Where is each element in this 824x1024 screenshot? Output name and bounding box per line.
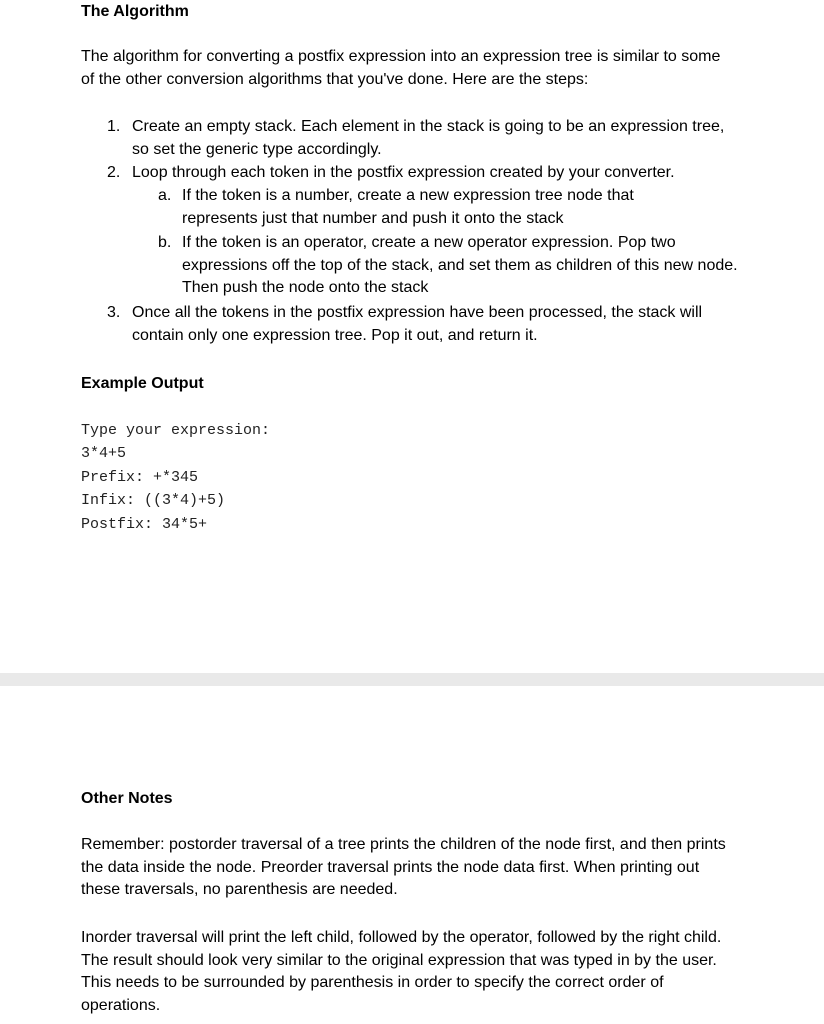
notes-paragraph-2: Inorder traversal will print the left child, followed by the operator, followed by the right child. The result should look very similar to the original expression that was typed in by the user. This needs to be surrounded by parenthesis in order to specify the correct order of operations. [81, 929, 722, 1015]
step-2-text: Loop through each token in the postfix expression created by your converter. [132, 164, 675, 181]
substep-a-marker: a. [158, 187, 172, 204]
example-line-input: 3*4+5 [81, 445, 127, 462]
document-page-2 [0, 686, 824, 1024]
algorithm-intro: The algorithm for converting a postfix expression into an expression tree is similar to some of the other conversion algorithms that you've done. Here are the steps: [81, 48, 721, 88]
step-3-text: Once all the tokens in the postfix expression have been processed, the stack will contain only one expression tree. Pop it out, and return it. [132, 304, 703, 344]
substep-b-text: If the token is an operator, create a new operator expression. Pop two expressions off the top of the stack, and set them as children of this new node. Then push the node onto the stack [182, 234, 738, 297]
example-line-postfix: Postfix: 34*5+ [81, 516, 208, 533]
example-output-heading: Example Output [81, 375, 204, 392]
example-line-infix: Infix: ((3*4)+5) [81, 492, 226, 509]
example-line-prefix: Prefix: +*345 [81, 469, 199, 486]
algorithm-heading: The Algorithm [81, 3, 189, 20]
page-break [0, 673, 824, 686]
step-1-marker: 1. [107, 118, 121, 135]
step-3-marker: 3. [107, 304, 121, 321]
other-notes-heading: Other Notes [81, 790, 173, 807]
substep-b-marker: b. [158, 234, 172, 251]
example-line-prompt: Type your expression: [81, 422, 271, 439]
notes-paragraph-1: Remember: postorder traversal of a tree prints the children of the node first, and then prints the data inside the node. Preorder traversal prints the node data first. When printing out these traversals, no parenthesis are needed. [81, 836, 726, 899]
substep-a-text: If the token is a number, create a new expression tree node that represents just that number and push it onto the stack [182, 187, 634, 227]
step-1-text: Create an empty stack. Each element in the stack is going to be an expression tree, so set the generic type accordingly. [132, 118, 725, 158]
step-2-marker: 2. [107, 164, 121, 181]
